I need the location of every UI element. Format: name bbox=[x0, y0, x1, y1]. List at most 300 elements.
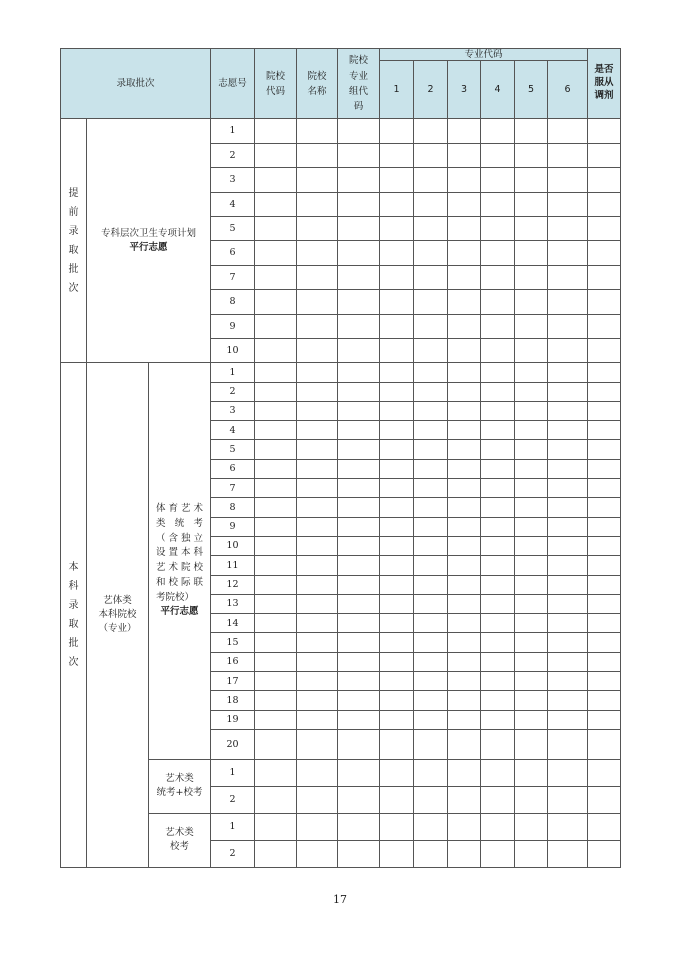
input-cell[interactable] bbox=[515, 710, 548, 729]
input-cell[interactable] bbox=[548, 536, 588, 555]
input-cell[interactable] bbox=[338, 517, 380, 536]
input-cell[interactable] bbox=[380, 594, 414, 613]
input-cell[interactable] bbox=[338, 575, 380, 594]
input-cell[interactable] bbox=[481, 363, 515, 382]
input-cell[interactable] bbox=[448, 813, 481, 840]
input-cell[interactable] bbox=[380, 338, 414, 362]
input-cell[interactable] bbox=[448, 498, 481, 517]
input-cell[interactable] bbox=[255, 498, 297, 517]
input-cell[interactable] bbox=[515, 633, 548, 652]
input-cell[interactable] bbox=[297, 265, 338, 289]
input-cell[interactable] bbox=[414, 290, 448, 314]
input-cell[interactable] bbox=[448, 192, 481, 216]
input-cell[interactable] bbox=[255, 729, 297, 759]
input-cell[interactable] bbox=[255, 440, 297, 459]
input-cell[interactable] bbox=[338, 314, 380, 338]
input-cell[interactable] bbox=[588, 479, 621, 498]
input-cell[interactable] bbox=[414, 421, 448, 440]
input-cell[interactable] bbox=[481, 536, 515, 555]
input-cell[interactable] bbox=[414, 143, 448, 167]
input-cell[interactable] bbox=[380, 143, 414, 167]
input-cell[interactable] bbox=[588, 192, 621, 216]
input-cell[interactable] bbox=[338, 691, 380, 710]
input-cell[interactable] bbox=[414, 575, 448, 594]
input-cell[interactable] bbox=[414, 633, 448, 652]
input-cell[interactable] bbox=[297, 314, 338, 338]
input-cell[interactable] bbox=[380, 691, 414, 710]
input-cell[interactable] bbox=[448, 710, 481, 729]
input-cell[interactable] bbox=[297, 813, 338, 840]
input-cell[interactable] bbox=[515, 143, 548, 167]
input-cell[interactable] bbox=[548, 594, 588, 613]
input-cell[interactable] bbox=[255, 143, 297, 167]
input-cell[interactable] bbox=[297, 216, 338, 240]
input-cell[interactable] bbox=[338, 536, 380, 555]
input-cell[interactable] bbox=[515, 338, 548, 362]
input-cell[interactable] bbox=[448, 143, 481, 167]
input-cell[interactable] bbox=[515, 314, 548, 338]
input-cell[interactable] bbox=[338, 265, 380, 289]
input-cell[interactable] bbox=[548, 241, 588, 265]
input-cell[interactable] bbox=[548, 652, 588, 671]
input-cell[interactable] bbox=[255, 691, 297, 710]
input-cell[interactable] bbox=[515, 119, 548, 143]
input-cell[interactable] bbox=[414, 672, 448, 691]
input-cell[interactable] bbox=[588, 517, 621, 536]
input-cell[interactable] bbox=[515, 192, 548, 216]
input-cell[interactable] bbox=[338, 813, 380, 840]
input-cell[interactable] bbox=[548, 759, 588, 786]
input-cell[interactable] bbox=[548, 338, 588, 362]
input-cell[interactable] bbox=[448, 168, 481, 192]
input-cell[interactable] bbox=[380, 813, 414, 840]
input-cell[interactable] bbox=[481, 556, 515, 575]
input-cell[interactable] bbox=[380, 440, 414, 459]
input-cell[interactable] bbox=[588, 633, 621, 652]
input-cell[interactable] bbox=[338, 363, 380, 382]
input-cell[interactable] bbox=[297, 691, 338, 710]
input-cell[interactable] bbox=[255, 382, 297, 401]
input-cell[interactable] bbox=[380, 710, 414, 729]
input-cell[interactable] bbox=[588, 672, 621, 691]
input-cell[interactable] bbox=[255, 459, 297, 478]
input-cell[interactable] bbox=[338, 459, 380, 478]
input-cell[interactable] bbox=[414, 786, 448, 813]
input-cell[interactable] bbox=[255, 241, 297, 265]
input-cell[interactable] bbox=[548, 729, 588, 759]
input-cell[interactable] bbox=[338, 840, 380, 867]
input-cell[interactable] bbox=[548, 479, 588, 498]
input-cell[interactable] bbox=[380, 729, 414, 759]
input-cell[interactable] bbox=[548, 710, 588, 729]
input-cell[interactable] bbox=[481, 517, 515, 536]
input-cell[interactable] bbox=[481, 401, 515, 420]
input-cell[interactable] bbox=[448, 536, 481, 555]
input-cell[interactable] bbox=[380, 614, 414, 633]
input-cell[interactable] bbox=[548, 575, 588, 594]
input-cell[interactable] bbox=[414, 536, 448, 555]
input-cell[interactable] bbox=[297, 459, 338, 478]
input-cell[interactable] bbox=[515, 363, 548, 382]
input-cell[interactable] bbox=[481, 691, 515, 710]
input-cell[interactable] bbox=[481, 382, 515, 401]
input-cell[interactable] bbox=[380, 652, 414, 671]
input-cell[interactable] bbox=[414, 691, 448, 710]
input-cell[interactable] bbox=[297, 363, 338, 382]
input-cell[interactable] bbox=[414, 479, 448, 498]
input-cell[interactable] bbox=[297, 536, 338, 555]
input-cell[interactable] bbox=[481, 759, 515, 786]
input-cell[interactable] bbox=[588, 710, 621, 729]
input-cell[interactable] bbox=[380, 241, 414, 265]
input-cell[interactable] bbox=[481, 143, 515, 167]
input-cell[interactable] bbox=[588, 421, 621, 440]
input-cell[interactable] bbox=[297, 517, 338, 536]
input-cell[interactable] bbox=[414, 241, 448, 265]
input-cell[interactable] bbox=[588, 363, 621, 382]
input-cell[interactable] bbox=[255, 652, 297, 671]
input-cell[interactable] bbox=[297, 119, 338, 143]
input-cell[interactable] bbox=[414, 192, 448, 216]
input-cell[interactable] bbox=[515, 813, 548, 840]
input-cell[interactable] bbox=[548, 614, 588, 633]
input-cell[interactable] bbox=[414, 168, 448, 192]
input-cell[interactable] bbox=[297, 241, 338, 265]
input-cell[interactable] bbox=[338, 614, 380, 633]
input-cell[interactable] bbox=[255, 710, 297, 729]
input-cell[interactable] bbox=[255, 575, 297, 594]
input-cell[interactable] bbox=[548, 440, 588, 459]
input-cell[interactable] bbox=[548, 691, 588, 710]
input-cell[interactable] bbox=[515, 786, 548, 813]
input-cell[interactable] bbox=[481, 594, 515, 613]
input-cell[interactable] bbox=[588, 143, 621, 167]
input-cell[interactable] bbox=[588, 813, 621, 840]
input-cell[interactable] bbox=[515, 672, 548, 691]
input-cell[interactable] bbox=[380, 401, 414, 420]
input-cell[interactable] bbox=[255, 168, 297, 192]
input-cell[interactable] bbox=[338, 338, 380, 362]
input-cell[interactable] bbox=[448, 479, 481, 498]
input-cell[interactable] bbox=[255, 192, 297, 216]
input-cell[interactable] bbox=[515, 498, 548, 517]
input-cell[interactable] bbox=[515, 536, 548, 555]
input-cell[interactable] bbox=[297, 290, 338, 314]
input-cell[interactable] bbox=[255, 363, 297, 382]
input-cell[interactable] bbox=[448, 338, 481, 362]
input-cell[interactable] bbox=[448, 363, 481, 382]
input-cell[interactable] bbox=[414, 382, 448, 401]
input-cell[interactable] bbox=[548, 421, 588, 440]
input-cell[interactable] bbox=[448, 440, 481, 459]
input-cell[interactable] bbox=[255, 633, 297, 652]
input-cell[interactable] bbox=[448, 729, 481, 759]
input-cell[interactable] bbox=[380, 459, 414, 478]
input-cell[interactable] bbox=[481, 479, 515, 498]
input-cell[interactable] bbox=[515, 729, 548, 759]
input-cell[interactable] bbox=[481, 440, 515, 459]
input-cell[interactable] bbox=[548, 813, 588, 840]
input-cell[interactable] bbox=[380, 517, 414, 536]
input-cell[interactable] bbox=[481, 338, 515, 362]
input-cell[interactable] bbox=[255, 265, 297, 289]
input-cell[interactable] bbox=[297, 421, 338, 440]
input-cell[interactable] bbox=[515, 168, 548, 192]
input-cell[interactable] bbox=[481, 192, 515, 216]
input-cell[interactable] bbox=[588, 536, 621, 555]
input-cell[interactable] bbox=[255, 338, 297, 362]
input-cell[interactable] bbox=[588, 168, 621, 192]
input-cell[interactable] bbox=[380, 168, 414, 192]
input-cell[interactable] bbox=[481, 840, 515, 867]
input-cell[interactable] bbox=[548, 382, 588, 401]
input-cell[interactable] bbox=[338, 729, 380, 759]
input-cell[interactable] bbox=[338, 786, 380, 813]
input-cell[interactable] bbox=[414, 363, 448, 382]
input-cell[interactable] bbox=[297, 672, 338, 691]
input-cell[interactable] bbox=[380, 290, 414, 314]
input-cell[interactable] bbox=[414, 498, 448, 517]
input-cell[interactable] bbox=[297, 498, 338, 517]
input-cell[interactable] bbox=[414, 710, 448, 729]
input-cell[interactable] bbox=[338, 672, 380, 691]
input-cell[interactable] bbox=[481, 421, 515, 440]
input-cell[interactable] bbox=[380, 382, 414, 401]
input-cell[interactable] bbox=[380, 672, 414, 691]
input-cell[interactable] bbox=[338, 633, 380, 652]
input-cell[interactable] bbox=[380, 363, 414, 382]
input-cell[interactable] bbox=[481, 813, 515, 840]
input-cell[interactable] bbox=[588, 556, 621, 575]
input-cell[interactable] bbox=[297, 382, 338, 401]
input-cell[interactable] bbox=[380, 556, 414, 575]
input-cell[interactable] bbox=[448, 216, 481, 240]
input-cell[interactable] bbox=[515, 575, 548, 594]
input-cell[interactable] bbox=[338, 143, 380, 167]
input-cell[interactable] bbox=[548, 168, 588, 192]
input-cell[interactable] bbox=[255, 536, 297, 555]
input-cell[interactable] bbox=[481, 498, 515, 517]
input-cell[interactable] bbox=[515, 290, 548, 314]
input-cell[interactable] bbox=[588, 691, 621, 710]
input-cell[interactable] bbox=[414, 440, 448, 459]
input-cell[interactable] bbox=[338, 290, 380, 314]
input-cell[interactable] bbox=[548, 119, 588, 143]
input-cell[interactable] bbox=[481, 216, 515, 240]
input-cell[interactable] bbox=[481, 290, 515, 314]
input-cell[interactable] bbox=[297, 192, 338, 216]
input-cell[interactable] bbox=[380, 314, 414, 338]
input-cell[interactable] bbox=[255, 421, 297, 440]
input-cell[interactable] bbox=[297, 440, 338, 459]
input-cell[interactable] bbox=[515, 759, 548, 786]
input-cell[interactable] bbox=[588, 614, 621, 633]
input-cell[interactable] bbox=[448, 517, 481, 536]
input-cell[interactable] bbox=[338, 759, 380, 786]
input-cell[interactable] bbox=[297, 338, 338, 362]
input-cell[interactable] bbox=[481, 710, 515, 729]
input-cell[interactable] bbox=[588, 382, 621, 401]
input-cell[interactable] bbox=[448, 652, 481, 671]
input-cell[interactable] bbox=[448, 556, 481, 575]
input-cell[interactable] bbox=[548, 786, 588, 813]
input-cell[interactable] bbox=[448, 633, 481, 652]
input-cell[interactable] bbox=[297, 168, 338, 192]
input-cell[interactable] bbox=[255, 594, 297, 613]
input-cell[interactable] bbox=[448, 614, 481, 633]
input-cell[interactable] bbox=[338, 241, 380, 265]
input-cell[interactable] bbox=[448, 459, 481, 478]
input-cell[interactable] bbox=[414, 614, 448, 633]
input-cell[interactable] bbox=[255, 813, 297, 840]
input-cell[interactable] bbox=[338, 216, 380, 240]
input-cell[interactable] bbox=[515, 459, 548, 478]
input-cell[interactable] bbox=[448, 382, 481, 401]
input-cell[interactable] bbox=[414, 401, 448, 420]
input-cell[interactable] bbox=[255, 216, 297, 240]
input-cell[interactable] bbox=[297, 556, 338, 575]
input-cell[interactable] bbox=[414, 813, 448, 840]
input-cell[interactable] bbox=[338, 479, 380, 498]
input-cell[interactable] bbox=[414, 759, 448, 786]
input-cell[interactable] bbox=[588, 575, 621, 594]
input-cell[interactable] bbox=[448, 594, 481, 613]
input-cell[interactable] bbox=[338, 498, 380, 517]
input-cell[interactable] bbox=[338, 652, 380, 671]
input-cell[interactable] bbox=[255, 517, 297, 536]
input-cell[interactable] bbox=[588, 459, 621, 478]
input-cell[interactable] bbox=[297, 614, 338, 633]
input-cell[interactable] bbox=[481, 614, 515, 633]
input-cell[interactable] bbox=[297, 143, 338, 167]
input-cell[interactable] bbox=[297, 633, 338, 652]
input-cell[interactable] bbox=[448, 786, 481, 813]
input-cell[interactable] bbox=[380, 498, 414, 517]
input-cell[interactable] bbox=[515, 382, 548, 401]
input-cell[interactable] bbox=[515, 652, 548, 671]
input-cell[interactable] bbox=[515, 216, 548, 240]
input-cell[interactable] bbox=[515, 241, 548, 265]
input-cell[interactable] bbox=[515, 614, 548, 633]
input-cell[interactable] bbox=[414, 314, 448, 338]
input-cell[interactable] bbox=[481, 314, 515, 338]
input-cell[interactable] bbox=[414, 265, 448, 289]
input-cell[interactable] bbox=[515, 479, 548, 498]
input-cell[interactable] bbox=[548, 363, 588, 382]
input-cell[interactable] bbox=[255, 840, 297, 867]
input-cell[interactable] bbox=[448, 290, 481, 314]
input-cell[interactable] bbox=[297, 786, 338, 813]
input-cell[interactable] bbox=[297, 840, 338, 867]
input-cell[interactable] bbox=[414, 840, 448, 867]
input-cell[interactable] bbox=[448, 759, 481, 786]
input-cell[interactable] bbox=[380, 216, 414, 240]
input-cell[interactable] bbox=[548, 840, 588, 867]
input-cell[interactable] bbox=[448, 401, 481, 420]
input-cell[interactable] bbox=[481, 652, 515, 671]
input-cell[interactable] bbox=[297, 401, 338, 420]
input-cell[interactable] bbox=[255, 556, 297, 575]
input-cell[interactable] bbox=[297, 759, 338, 786]
input-cell[interactable] bbox=[481, 119, 515, 143]
input-cell[interactable] bbox=[414, 517, 448, 536]
input-cell[interactable] bbox=[588, 840, 621, 867]
input-cell[interactable] bbox=[338, 382, 380, 401]
input-cell[interactable] bbox=[588, 216, 621, 240]
input-cell[interactable] bbox=[515, 691, 548, 710]
input-cell[interactable] bbox=[588, 401, 621, 420]
input-cell[interactable] bbox=[448, 840, 481, 867]
input-cell[interactable] bbox=[255, 290, 297, 314]
input-cell[interactable] bbox=[255, 759, 297, 786]
input-cell[interactable] bbox=[414, 729, 448, 759]
input-cell[interactable] bbox=[297, 652, 338, 671]
input-cell[interactable] bbox=[548, 517, 588, 536]
input-cell[interactable] bbox=[414, 459, 448, 478]
input-cell[interactable] bbox=[338, 556, 380, 575]
input-cell[interactable] bbox=[338, 119, 380, 143]
input-cell[interactable] bbox=[588, 119, 621, 143]
input-cell[interactable] bbox=[380, 265, 414, 289]
input-cell[interactable] bbox=[481, 729, 515, 759]
input-cell[interactable] bbox=[380, 786, 414, 813]
input-cell[interactable] bbox=[297, 479, 338, 498]
input-cell[interactable] bbox=[380, 421, 414, 440]
input-cell[interactable] bbox=[515, 556, 548, 575]
input-cell[interactable] bbox=[515, 840, 548, 867]
input-cell[interactable] bbox=[588, 498, 621, 517]
input-cell[interactable] bbox=[255, 401, 297, 420]
input-cell[interactable] bbox=[255, 479, 297, 498]
input-cell[interactable] bbox=[548, 556, 588, 575]
input-cell[interactable] bbox=[297, 594, 338, 613]
input-cell[interactable] bbox=[338, 710, 380, 729]
input-cell[interactable] bbox=[380, 575, 414, 594]
input-cell[interactable] bbox=[338, 594, 380, 613]
input-cell[interactable] bbox=[338, 421, 380, 440]
input-cell[interactable] bbox=[448, 265, 481, 289]
input-cell[interactable] bbox=[380, 759, 414, 786]
input-cell[interactable] bbox=[255, 119, 297, 143]
input-cell[interactable] bbox=[297, 710, 338, 729]
input-cell[interactable] bbox=[588, 652, 621, 671]
input-cell[interactable] bbox=[515, 440, 548, 459]
input-cell[interactable] bbox=[588, 314, 621, 338]
input-cell[interactable] bbox=[414, 338, 448, 362]
input-cell[interactable] bbox=[448, 691, 481, 710]
input-cell[interactable] bbox=[548, 498, 588, 517]
input-cell[interactable] bbox=[448, 241, 481, 265]
input-cell[interactable] bbox=[380, 479, 414, 498]
input-cell[interactable] bbox=[380, 633, 414, 652]
input-cell[interactable] bbox=[548, 633, 588, 652]
input-cell[interactable] bbox=[481, 168, 515, 192]
input-cell[interactable] bbox=[588, 338, 621, 362]
input-cell[interactable] bbox=[380, 840, 414, 867]
input-cell[interactable] bbox=[297, 575, 338, 594]
input-cell[interactable] bbox=[548, 290, 588, 314]
input-cell[interactable] bbox=[588, 290, 621, 314]
input-cell[interactable] bbox=[515, 401, 548, 420]
input-cell[interactable] bbox=[414, 216, 448, 240]
input-cell[interactable] bbox=[588, 440, 621, 459]
input-cell[interactable] bbox=[588, 265, 621, 289]
input-cell[interactable] bbox=[481, 575, 515, 594]
input-cell[interactable] bbox=[515, 265, 548, 289]
input-cell[interactable] bbox=[588, 594, 621, 613]
input-cell[interactable] bbox=[548, 401, 588, 420]
input-cell[interactable] bbox=[414, 556, 448, 575]
